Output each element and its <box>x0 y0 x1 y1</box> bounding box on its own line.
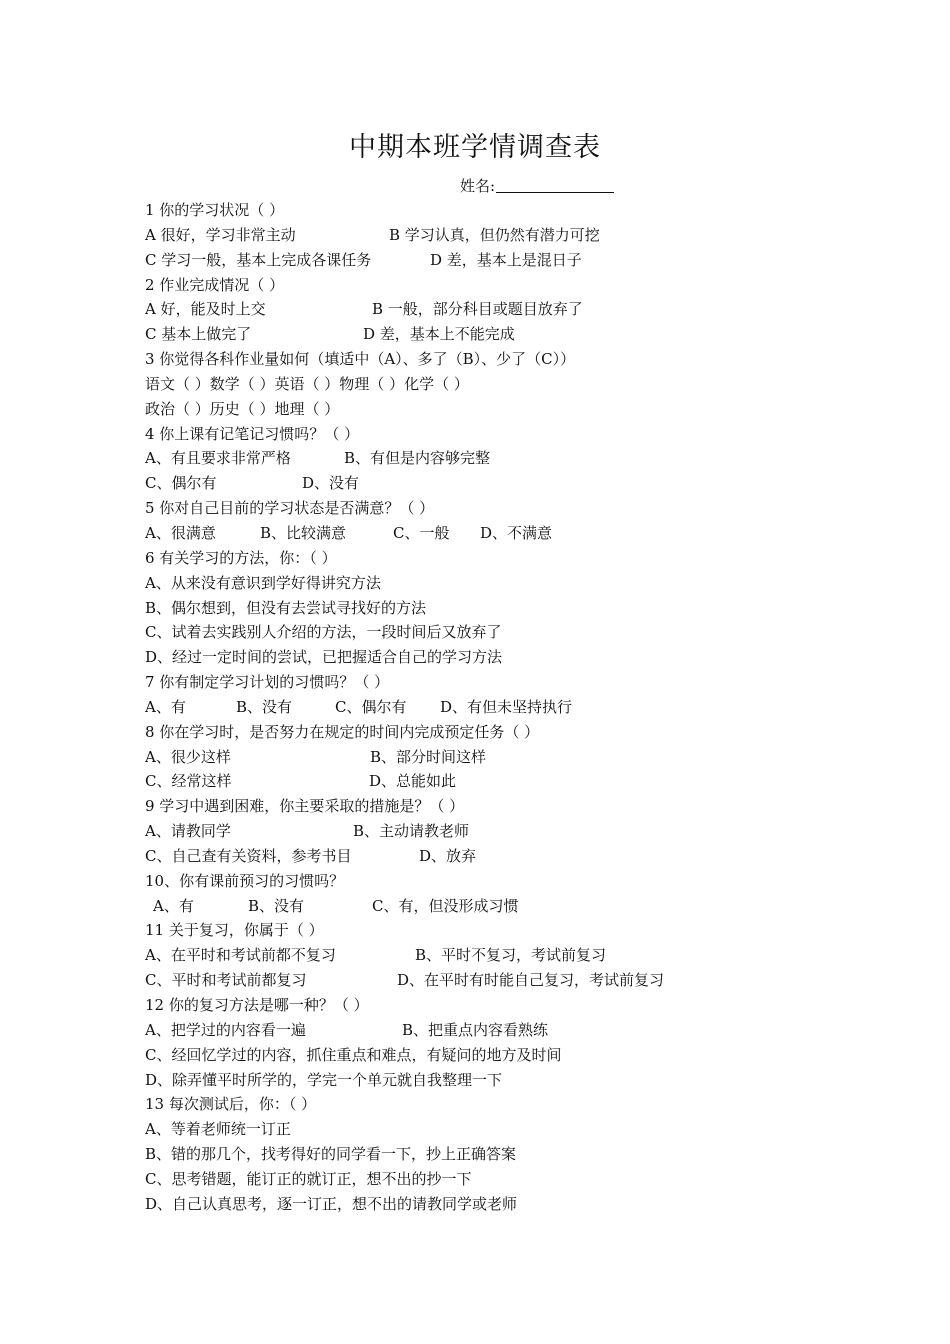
question-text: 13 每次测试后，你：（ ） <box>145 1095 317 1114</box>
question-6-option-a <box>145 571 785 596</box>
subject-list: 语文（ ）数学（ ）英语（ ）物理（ ）化学（ ） <box>145 374 469 393</box>
option-c: C、一般 <box>393 523 450 542</box>
option-d: D、自己认真思考，逐一订正，想不出的请教同学或老师 <box>145 1194 518 1213</box>
option-d: D、不满意 <box>480 523 553 542</box>
option-a: A、有且要求非常严格 <box>145 449 291 468</box>
question-1-stem <box>145 198 785 223</box>
question-6-option-d <box>145 645 785 670</box>
question-3-subjects-row-2 <box>145 397 785 422</box>
option-c: C、自己查有关资料，参考书目 <box>145 846 352 865</box>
question-6-option-c <box>145 620 785 645</box>
question-text: 1 你的学习状况（ ） <box>145 201 285 219</box>
question-4-options-row-1 <box>145 446 785 471</box>
question-5-stem <box>145 496 785 521</box>
option-a: A、请教同学 <box>145 822 231 841</box>
option-b: B、部分时间这样 <box>370 747 487 766</box>
question-3-subjects-row-1 <box>145 372 785 397</box>
option-a: A、很满意 <box>145 523 216 542</box>
question-9-stem <box>145 794 785 819</box>
name-blank <box>496 176 614 193</box>
question-5-options-row-1 <box>145 521 785 546</box>
question-1-options-row-2 <box>145 248 785 273</box>
option-b: B、比较满意 <box>260 523 347 542</box>
question-12-options-row-1 <box>145 1018 785 1043</box>
question-10-stem <box>145 869 785 894</box>
option-a: A、在平时和考试前都不复习 <box>145 946 336 965</box>
option-d: D 差，基本上是混日子 <box>430 250 582 269</box>
question-8-options-row-1 <box>145 745 785 770</box>
question-1-options-row-1 <box>145 223 785 248</box>
option-c: C 基本上做完了 <box>145 325 252 344</box>
question-4-stem <box>145 422 785 447</box>
question-2-stem <box>145 273 785 298</box>
question-text: 4 你上课有记笔记习惯吗？（ ） <box>145 424 360 443</box>
option-c: C、经回忆学过的内容，抓住重点和难点，有疑问的地方及时间 <box>145 1045 562 1064</box>
question-12-option-c <box>145 1043 785 1068</box>
document-title: 中期本班学情调查表 <box>349 132 601 163</box>
question-2-options-row-1 <box>145 297 785 322</box>
option-d: D、放弃 <box>419 846 477 865</box>
question-text: 7 你有制定学习计划的习惯吗？（ ） <box>145 673 390 692</box>
question-4-options-row-2 <box>145 471 785 496</box>
question-10-options-row-1 <box>145 894 785 919</box>
question-11-stem <box>145 918 785 943</box>
option-a: A、从来没有意识到学好得讲究方法 <box>145 573 381 592</box>
question-2-options-row-2 <box>145 322 785 347</box>
question-text: 2 作业完成情况（ ） <box>145 275 285 294</box>
question-13-option-a <box>145 1117 785 1142</box>
question-12-stem <box>145 993 785 1018</box>
option-d: D、经过一定时间的尝试，已把握适合自己的学习方法 <box>145 648 503 667</box>
option-c: C、思考错题，能订正的就订正，想不出的抄一下 <box>145 1169 472 1188</box>
option-c: C、平时和考试前都复习 <box>145 971 307 990</box>
question-7-stem <box>145 670 785 695</box>
option-b: B、主动请教老师 <box>353 822 470 841</box>
question-3-stem <box>145 347 785 372</box>
option-b: B、没有 <box>236 697 293 716</box>
question-8-options-row-2 <box>145 769 785 794</box>
option-d: D、在平时有时能自己复习，考试前复习 <box>397 971 665 990</box>
question-text: 9 学习中遇到困难，你主要采取的措施是？（ ） <box>145 797 465 816</box>
option-c: C、有，但没形成习惯 <box>372 896 519 915</box>
subject-list: 政治（ ）历史（ ）地理（ ） <box>145 399 340 418</box>
option-b: B、没有 <box>248 896 305 915</box>
option-a: A、很少这样 <box>145 747 231 766</box>
option-d: D、没有 <box>302 474 360 493</box>
option-b: B 一般，部分科目或题目放弃了 <box>372 300 583 319</box>
question-11-options-row-1 <box>145 943 785 968</box>
question-12-option-d <box>145 1068 785 1093</box>
question-13-option-b <box>145 1142 785 1167</box>
option-b: B、平时不复习，考试前复习 <box>415 946 607 965</box>
option-d: D、有但未坚持执行 <box>440 697 573 716</box>
option-c: C、经常这样 <box>145 772 232 791</box>
option-a: A 很好，学习非常主动 <box>145 225 296 244</box>
name-field <box>460 174 614 198</box>
question-9-options-row-2 <box>145 844 785 869</box>
question-text: 3 你觉得各科作业量如何（填适中（A）、多了（B）、少了（C）） <box>145 350 576 369</box>
question-8-stem <box>145 720 785 745</box>
question-list <box>145 198 785 1217</box>
option-c: C、偶尔有 <box>145 474 217 493</box>
question-text: 10、你有课前预习的习惯吗？ <box>145 871 345 890</box>
question-11-options-row-2 <box>145 968 785 993</box>
question-text: 5 你对自己目前的学习状态是否满意？（ ） <box>145 499 435 518</box>
question-text: 8 你在学习时，是否努力在规定的时间内完成预定任务（ ） <box>145 722 540 741</box>
option-a: A 好，能及时上交 <box>145 300 266 319</box>
question-text: 12 你的复习方法是哪一种？（ ） <box>145 996 369 1014</box>
question-9-options-row-1 <box>145 819 785 844</box>
option-a: A、有 <box>153 896 194 915</box>
question-text: 11 关于复习，你属于（ ） <box>145 921 324 940</box>
option-b: B、偶尔想到，但没有去尝试寻找好的方法 <box>145 598 427 617</box>
option-a: A、有 <box>145 697 186 716</box>
option-d: D、除弄懂平时所学的，学完一个单元就自我整理一下 <box>145 1070 503 1089</box>
option-b: B、错的那几个，找考得好的同学看一下，抄上正确答案 <box>145 1145 517 1164</box>
option-a: A、等着老师统一订正 <box>145 1120 291 1139</box>
option-b: B 学习认真，但仍然有潜力可挖 <box>389 225 600 244</box>
option-c: C、试着去实践别人介绍的方法，一段时间后又放弃了 <box>145 623 502 642</box>
question-13-option-d <box>145 1192 785 1217</box>
option-a: A、把学过的内容看一遍 <box>145 1020 306 1039</box>
option-d: D 差，基本上不能完成 <box>363 325 515 344</box>
question-13-stem <box>145 1092 785 1117</box>
question-6-stem <box>145 546 785 571</box>
option-b: B、把重点内容看熟练 <box>402 1020 549 1039</box>
question-text: 6 有关学习的方法，你：（ ） <box>145 548 337 567</box>
option-c: C 学习一般，基本上完成各课任务 <box>145 250 372 269</box>
question-13-option-c <box>145 1167 785 1192</box>
question-6-option-b <box>145 596 785 621</box>
question-7-options-row-1 <box>145 695 785 720</box>
option-b: B、有但是内容够完整 <box>344 449 491 468</box>
name-label: 姓名: <box>460 177 496 195</box>
option-d: D、总能如此 <box>369 772 457 791</box>
option-c: C、偶尔有 <box>335 697 407 716</box>
